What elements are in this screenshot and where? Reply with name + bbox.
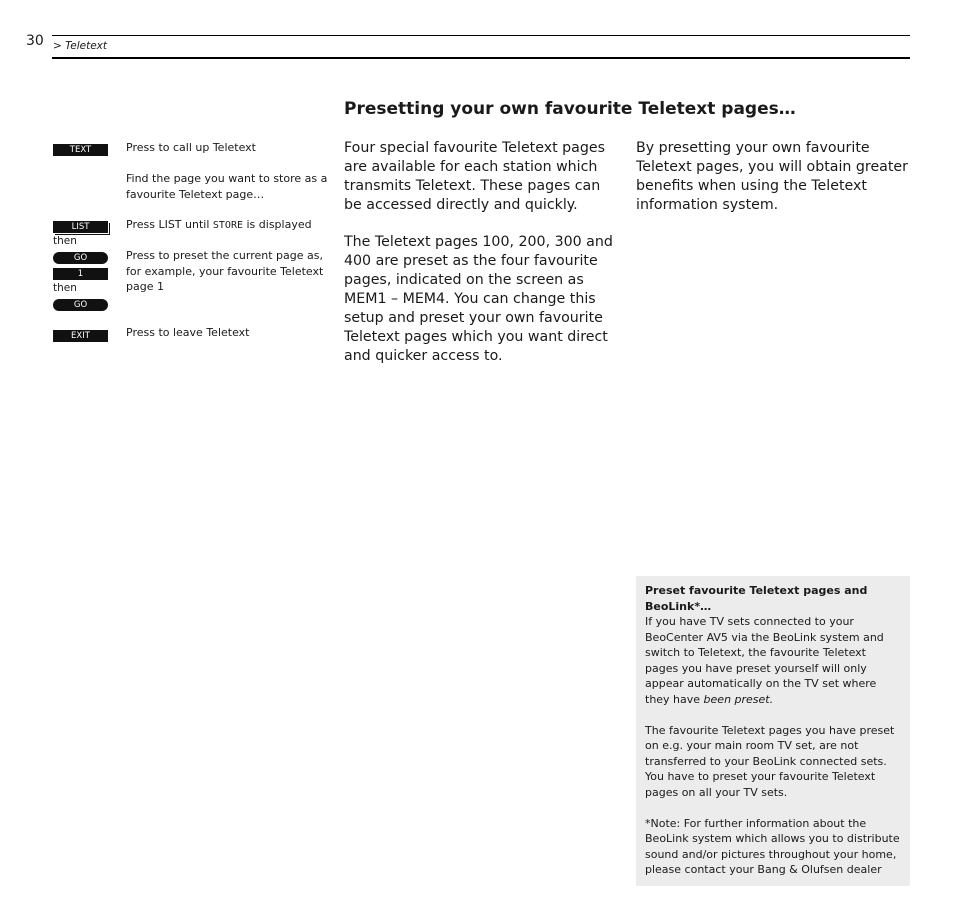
sidebar-text: If you have TV sets connected to your BeoCenter AV5 via the BeoLink system and switch to Teletext, the favourite Teletext pages you have preset yourself will only appear automatically on the TV set where they have	[645, 615, 884, 706]
go-key: GO	[53, 252, 108, 264]
page-title: Presetting your own favourite Teletext pages…	[344, 99, 796, 119]
instruction-leave: Press to leave Teletext	[126, 326, 250, 339]
sidebar-paragraph	[645, 583, 902, 707]
body-column-1	[344, 139, 616, 384]
body-column-2	[636, 139, 908, 233]
body-paragraph: The Teletext pages 100, 200, 300 and 400 are preset as the four favourite pages, indicated on the screen as MEM1 – MEM4. You can change this setup and preset your own favourite Teletext pages which you want direct and quicker access to.	[344, 234, 613, 364]
instruction-find-page: Find the page you want to store as a favourite Teletext page…	[126, 172, 328, 201]
sidebar-title: Preset favourite Teletext pages and BeoLink*…	[645, 584, 868, 613]
digit-1-key: 1	[53, 268, 108, 280]
text-key: TEXT	[53, 144, 108, 156]
instruction-press-list	[126, 217, 331, 234]
sidebar-italic-text: been preset.	[703, 692, 774, 706]
then-label: then	[53, 282, 77, 294]
list-key: LIST	[53, 221, 108, 233]
instruction-preset-current: Press to preset the current page as, for example, your favourite Teletext page 1	[126, 249, 324, 293]
then-label: then	[53, 235, 77, 247]
go-key: GO	[53, 299, 108, 311]
body-paragraph: By presetting your own favourite Teletext pages, you will obtain greater benefits when using the Teletext information system.	[636, 140, 908, 213]
instruction-call-up: Press to call up Teletext	[126, 141, 256, 154]
header-rule	[52, 35, 910, 36]
breadcrumb: > Teletext	[53, 40, 107, 52]
sidebar-paragraph: The favourite Teletext pages you have preset on e.g. your main room TV set, are not transferred to your BeoLink connected sets. You have to preset your favourite Teletext pages on all your TV sets.	[645, 723, 895, 799]
page-number: 30	[26, 33, 44, 49]
header-underline	[52, 57, 910, 59]
beolink-note-box	[636, 576, 910, 886]
body-paragraph: Four special favourite Teletext pages are available for each station which transmits Teletext. These pages can be accessed directly and quickly.	[344, 140, 606, 213]
sidebar-note: *Note: For further information about the BeoLink system which allows you to distribute sound and/or pictures throughout your home, please contact your Bang & Olufsen dealer	[645, 816, 900, 876]
exit-key: EXIT	[53, 330, 108, 342]
store-display-text: STORE	[212, 220, 243, 231]
instruction-text: Press LIST until	[126, 218, 213, 231]
instruction-text: is displayed	[243, 218, 312, 231]
